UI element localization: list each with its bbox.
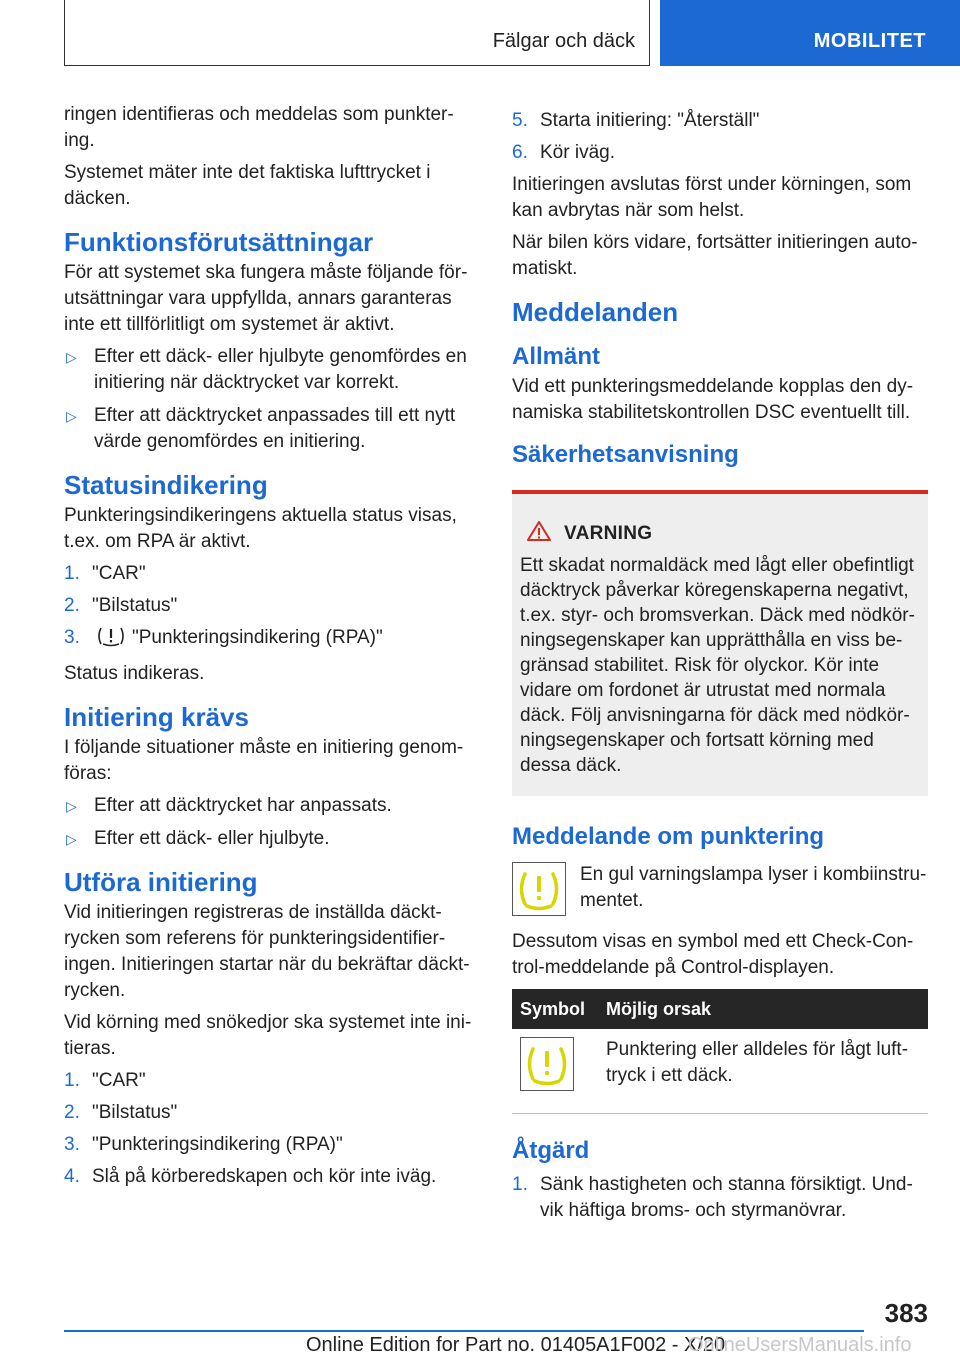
init-kravs-paragraph: I följande situationer måste en initiering genom-föras: — [64, 737, 464, 784]
triangle-bullet-icon: ▷ — [66, 798, 77, 814]
tire-pressure-lamp-icon — [520, 1075, 574, 1096]
tire-pressure-lamp-icon — [512, 862, 566, 921]
atgard-step-list — [512, 1172, 928, 1224]
warning-title: VARNING — [564, 522, 653, 544]
list-item: 1. Sänk hastigheten och stanna försiktigt. Und-vik häftiga broms- och styrmanövrar. — [512, 1174, 913, 1221]
table-cell-cause: Punktering eller alldeles för lågt luft-tryck i ett däck. — [598, 1029, 928, 1114]
init-kravs-bullet-list — [64, 793, 474, 852]
triangle-bullet-icon: ▷ — [66, 349, 77, 365]
intro-paragraph-1: ringen identifieras och meddelas som punkter-ing. — [64, 104, 454, 151]
table-header-row — [512, 989, 928, 1029]
footer-site-watermark: OnlineUsersManuals.info — [688, 1334, 912, 1356]
footer-edition: Online Edition for Part no. 01405A1F002 - X/20 — [306, 1334, 726, 1356]
list-item: 1. "CAR" — [64, 1070, 146, 1091]
funktion-bullet-list — [64, 344, 474, 455]
heading-statusindikering: Statusindikering — [64, 470, 268, 500]
header-chapter-title: MOBILITET — [813, 30, 926, 52]
header-section-box — [64, 0, 650, 66]
list-item: 3. "Punkteringsindikering (RPA)" — [64, 1134, 343, 1155]
puncture-lamp-row — [512, 862, 928, 921]
status-step-list — [64, 561, 474, 655]
list-item: 6. Kör iväg. — [512, 142, 615, 163]
warning-header — [520, 520, 920, 547]
warning-triangle-icon — [526, 520, 552, 547]
warning-box — [512, 490, 928, 796]
right-paragraph-2: När bilen körs vidare, fortsätter initieringen auto-matiskt. — [512, 232, 918, 279]
warning-text: Ett skadat normaldäck med lågt eller obefintligt däcktryck påverkar köregenskaperna negativt, t.ex. styr- och bromsverkan. Däck med nödkör-ningsegenskaper kan upprätthålla en viss be-gränsad stabilitet. Risk för olyckor. Kör inte vidare om fordonet är utrustat med normala däck. Följ anvisningarna för däck med nödkör-ningsegenskaper och fortsatt körning med dessa däck. — [520, 555, 915, 776]
table-header-cause: Möjlig orsak — [598, 989, 928, 1029]
list-item: 2. "Bilstatus" — [64, 1102, 178, 1123]
intro-paragraph-2: Systemet mäter inte det faktiska lufttrycket i däcken. — [64, 162, 431, 209]
list-item: ▷ Efter ett däck- eller hjulbyte. — [64, 826, 474, 852]
utfora-paragraph-1: Vid initieringen registreras de inställda däckt-rycken som referens för punkteringsidentifier-ingen. Initieringen startar när du bekräftar däckt-rycken. — [64, 902, 470, 1001]
right-column — [512, 102, 928, 1230]
allmant-paragraph: Vid ett punkteringsmeddelande kopplas den dy-namiska stabilitetskontrollen DSC eventuellt till. — [512, 376, 914, 423]
left-column — [64, 102, 474, 1196]
page-number: 383 — [884, 1298, 928, 1328]
continued-step-list — [512, 108, 928, 166]
list-item: ▷ Efter att däcktrycket har anpassats. — [64, 793, 474, 819]
list-item: 2. "Bilstatus" — [64, 595, 178, 616]
list-item: 5. Starta initiering: "Återställ" — [512, 110, 760, 131]
punktering-paragraph: Dessutom visas en symbol med ett Check-Con-trol-meddelande på Control-displayen. — [512, 931, 914, 978]
heading-initiering-kravs: Initiering krävs — [64, 702, 249, 732]
list-item: ▷ Efter ett däck- eller hjulbyte genomfördes en initiering när däcktrycket var korrekt. — [66, 346, 467, 393]
status-paragraph: Punkteringsindikeringens aktuella status visas, t.ex. om RPA är aktivt. — [64, 505, 457, 552]
tire-pressure-warning-icon — [96, 625, 126, 655]
list-item: 3. "Punkteringsindikering (RPA)" — [64, 625, 474, 655]
footer-divider — [64, 1330, 864, 1332]
utfora-step-list — [64, 1068, 474, 1190]
triangle-bullet-icon: ▷ — [66, 831, 77, 847]
puncture-lamp-text: En gul varningslampa lyser i kombiinstru-mentet. — [580, 864, 927, 911]
header-section-title: Fälgar och däck — [492, 30, 635, 52]
header-chapter-tab — [660, 0, 960, 66]
heading-utfora-initiering: Utföra initiering — [64, 867, 258, 897]
triangle-bullet-icon: ▷ — [66, 408, 77, 424]
heading-meddelanden: Meddelanden — [512, 297, 679, 327]
list-item: ▷ Efter att däcktrycket anpassades till ett nytt värde genomfördes en initiering. — [66, 405, 456, 452]
heading-atgard: Åtgärd — [512, 1137, 590, 1164]
heading-meddelande-om-punktering: Meddelande om punktering — [512, 823, 825, 850]
table-row — [512, 1029, 928, 1114]
utfora-paragraph-2: Vid körning med snökedjor ska systemet inte ini-tieras. — [64, 1012, 472, 1059]
heading-sakerhetsanvisning: Säkerhetsanvisning — [512, 441, 739, 468]
heading-allmant: Allmänt — [512, 343, 601, 370]
list-item: 4. Slå på körberedskapen och kör inte iväg. — [64, 1166, 437, 1187]
funktion-paragraph: För att systemet ska fungera måste följande för-utsättningar vara uppfyllda, annars garanteras inte ett tillförlitligt om systemet är aktivt. — [64, 262, 468, 335]
table-header-symbol: Symbol — [512, 989, 598, 1029]
right-paragraph-1: Initieringen avslutas först under körningen, som kan avbrytas när som helst. — [512, 174, 912, 221]
list-item: 1. "CAR" — [64, 563, 146, 584]
symbol-table — [512, 989, 928, 1114]
status-after-text: Status indikeras. — [64, 663, 205, 684]
heading-funktionsforutsattningar: Funktionsförutsättningar — [64, 227, 374, 257]
table-cell-symbol — [512, 1029, 598, 1114]
